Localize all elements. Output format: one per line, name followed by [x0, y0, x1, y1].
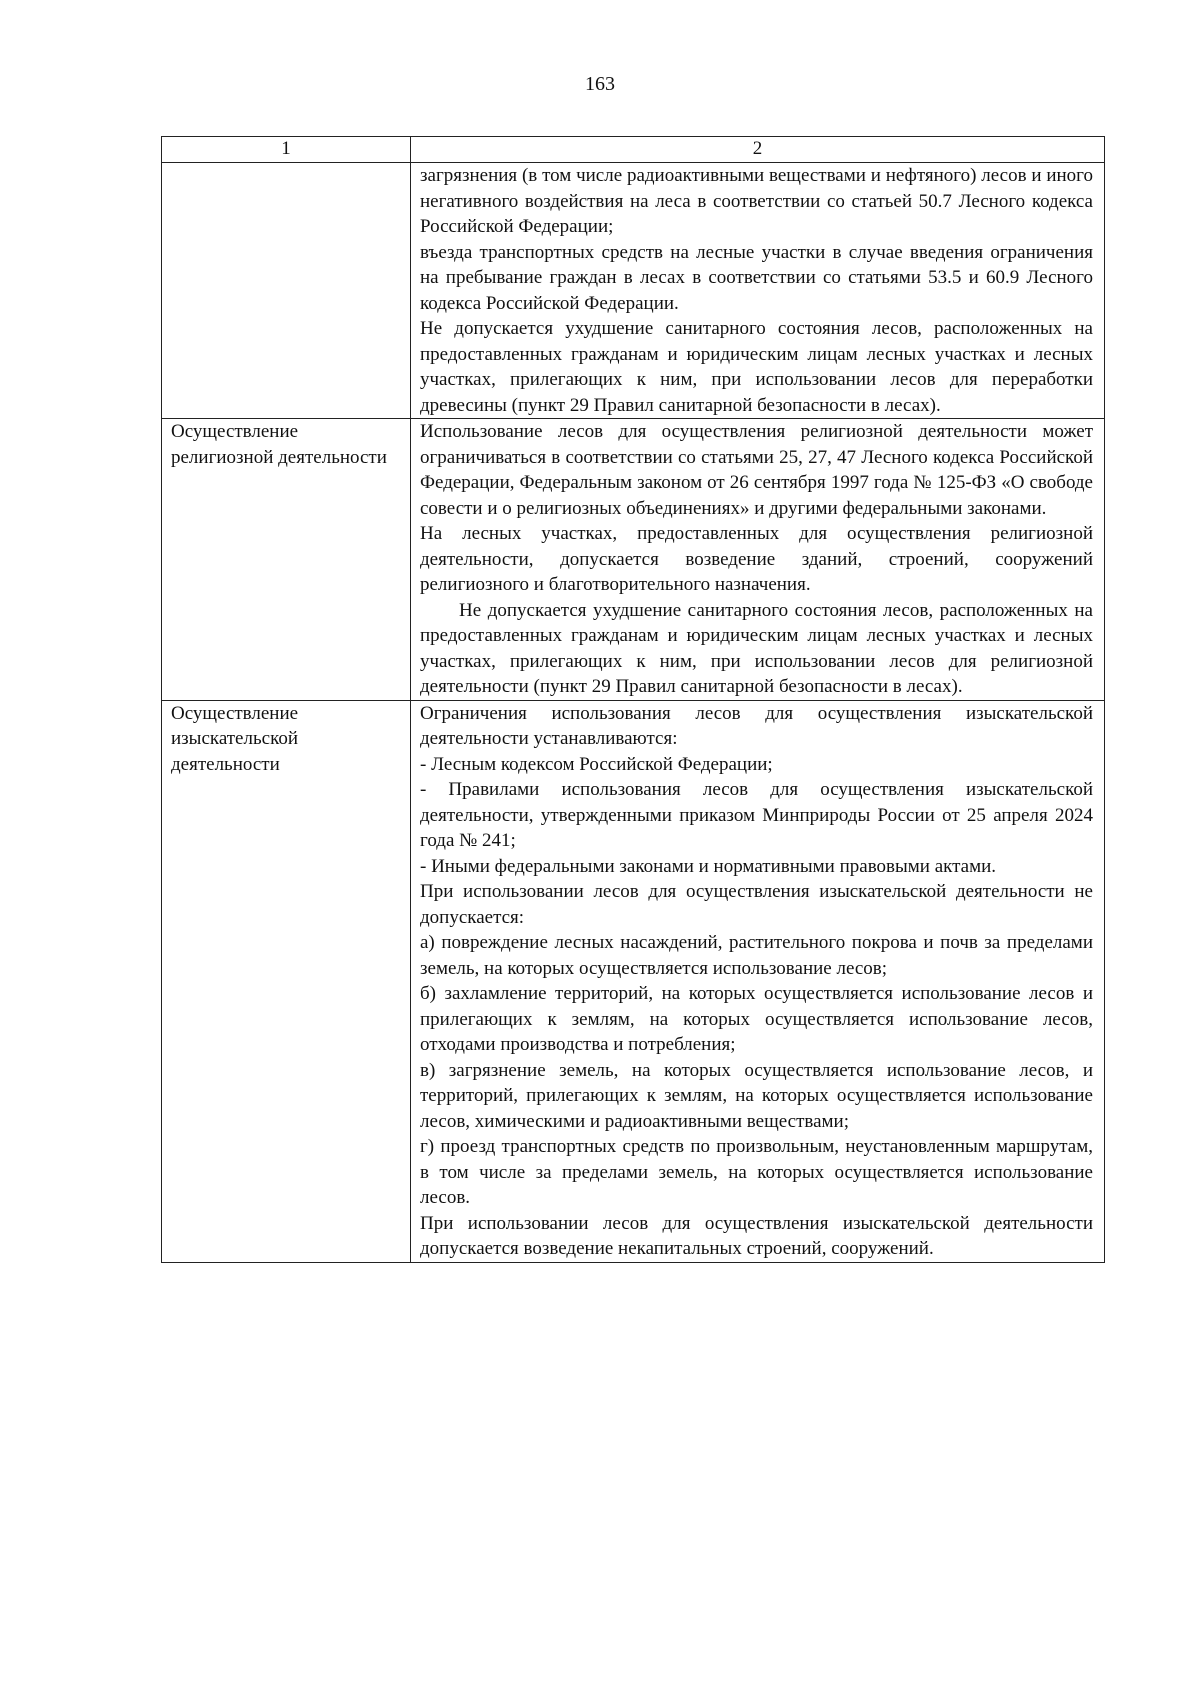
restriction-paragraph: - Иными федеральными законами и нормативными правовыми актами. — [420, 855, 997, 877]
restriction-paragraph: в) загрязнение земель, на которых осуществляется использование лесов, и территорий, прилегающих к землям, на которых осуществляется использование лесов, химическими и радиоактивными веществами; — [420, 1059, 1093, 1132]
table-row — [162, 419, 1105, 701]
table-header-row — [162, 137, 1105, 163]
table-body — [162, 163, 1105, 1263]
restriction-paragraph: - Правилами использования лесов для осуществления изыскательской деятельности, утвержденными приказом Минприроды России от 25 апреля 2024 года № 241; — [420, 779, 1093, 851]
column-header-1: 1 — [162, 137, 411, 163]
restrictions-cell — [411, 700, 1105, 1262]
restriction-paragraph: а) повреждение лесных насаждений, растительного покрова и почв за пределами земель, на которых осуществляется использование лесов; — [420, 932, 1093, 979]
restrictions-table — [161, 136, 1105, 1263]
table-row — [162, 163, 1105, 419]
table-row — [162, 700, 1105, 1262]
restriction-paragraph: Не допускается ухудшение санитарного состояния лесов, расположенных на предоставленных гражданам и юридическим лицам лесных участках и лесных участках, прилегающих к ним, при использовании лесов для религиозной деятельности (пункт 29 Правил санитарной безопасности в лесах). — [420, 599, 1093, 697]
restriction-paragraph: б) захламление территорий, на которых осуществляется использование лесов и прилегающих к землям, на которых осуществляется использование лесов, отходами производства и потребления; — [420, 983, 1093, 1055]
restriction-paragraph: въезда транспортных средств на лесные участки в случае введения ограничения на пребывание граждан в лесах в соответствии со статьями 53.5 и 60.9 Лесного кодекса Российской Федерации. — [420, 241, 1093, 314]
restriction-paragraph: г) проезд транспортных средств по произвольным, неустановленным маршрутам, в том числе за пределами земель, на которых осуществляется использование лесов. — [420, 1136, 1093, 1208]
restriction-paragraph: Ограничения использования лесов для осуществления изыскательской деятельности устанавливаются: — [420, 702, 1093, 749]
activity-cell: Осуществление религиозной деятельности — [162, 419, 411, 701]
restriction-paragraph: При использовании лесов для осуществления изыскательской деятельности допускается возведение некапитальных строений, сооружений. — [420, 1212, 1093, 1259]
column-header-2: 2 — [411, 137, 1105, 163]
restriction-paragraph: На лесных участках, предоставленных для осуществления религиозной деятельности, допускается возведение зданий, строений, сооружений религиозного и благотворительного назначения. — [420, 523, 1093, 595]
restriction-paragraph: Не допускается ухудшение санитарного состояния лесов, расположенных на предоставленных гражданам и юридическим лицам лесных участках и лесных участках, прилегающих к ним, при использовании лесов для переработки древесины (пункт 29 Правил санитарной безопасности в лесах). — [420, 318, 1093, 416]
restrictions-cell — [411, 419, 1105, 701]
restriction-paragraph: Использование лесов для осуществления религиозной деятельности может ограничиваться в соответствии со статьями 25, 27, 47 Лесного кодекса Российской Федерации, Федеральным законом от 26 сентября 1997 года № 125-ФЗ «О свободе совести и о религиозных объединениях» и другими федеральными законами. — [420, 421, 1093, 519]
restrictions-cell — [411, 163, 1105, 419]
activity-cell — [162, 163, 411, 419]
restriction-paragraph: загрязнения (в том числе радиоактивными веществами и нефтяного) лесов и иного негативного воздействия на леса в соответствии со статьей 50.7 Лесного кодекса Российской Федерации; — [420, 165, 1093, 237]
restriction-paragraph: - Лесным кодексом Российской Федерации; — [420, 753, 773, 775]
activity-cell: Осуществление изыскательской деятельности — [162, 700, 411, 1262]
page-number: 163 — [585, 73, 615, 95]
restriction-paragraph: При использовании лесов для осуществления изыскательской деятельности не допускается: — [420, 881, 1093, 928]
